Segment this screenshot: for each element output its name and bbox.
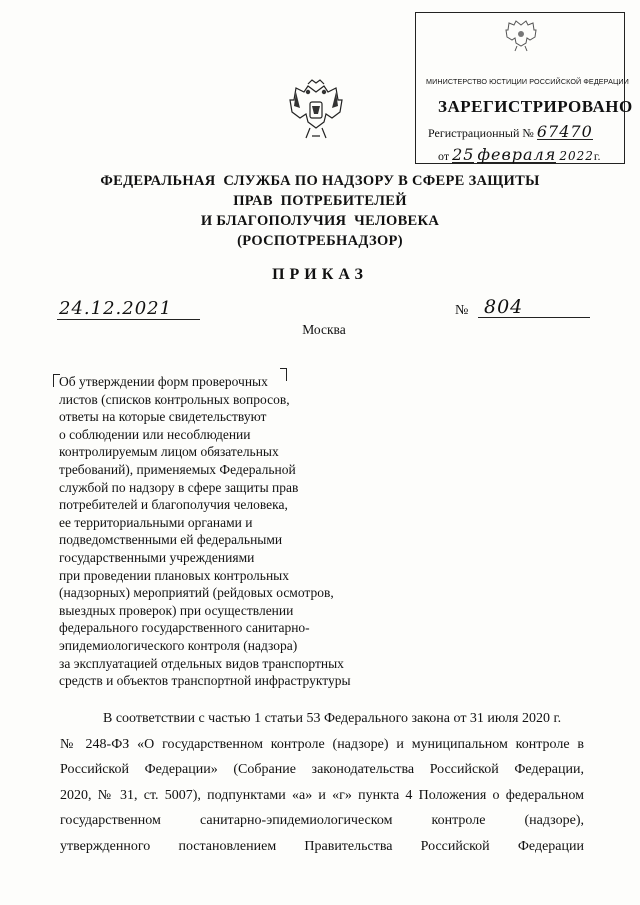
subject-line: листов (списков контрольных вопросов, <box>59 391 290 407</box>
subject-line: федерального государственного санитарно- <box>59 620 310 636</box>
stamp-date-day: 25 <box>452 145 475 164</box>
subject-line: о соблюдении или несоблюдении <box>59 426 251 442</box>
subject-line: при проведении плановых контрольных <box>59 567 289 583</box>
order-body <box>60 706 584 859</box>
subject-line: государственными учреждениями <box>59 549 255 565</box>
order-date: 24.12.2021 <box>57 298 200 320</box>
body-line: В соответствии с частью 1 статьи 53 Федерального закона от 31 июля 2020 г. <box>103 711 562 726</box>
stamp-date-suffix: г. <box>593 149 601 163</box>
stamp-date-row <box>438 145 601 164</box>
subject-line: ответы на которые свидетельствуют <box>59 409 267 425</box>
subject-line: контролируемым лицом обязательных <box>59 444 279 460</box>
subject-line: за эксплуатацией отдельных видов транспортных <box>59 655 344 671</box>
stamp-reg-label: Регистрационный № <box>428 126 534 140</box>
agency-line-4: (РОСПОТРЕБНАДЗОР) <box>237 233 403 249</box>
stamp-date-prefix: от <box>438 149 450 163</box>
order-subject <box>59 373 379 690</box>
stamp-emblem-icon <box>504 17 538 53</box>
agency-heading <box>60 171 580 251</box>
stamp-date-year: 2022 <box>559 149 594 163</box>
order-title: ПРИКАЗ <box>272 266 368 283</box>
stamp-ministry: МИНИСТЕРСТВО ЮСТИЦИИ РОССИЙСКОЙ ФЕДЕРАЦИИ <box>426 77 629 86</box>
subject-line: подведомственными ей федеральными <box>59 532 283 548</box>
subject-line: выездных проверок) при осуществлении <box>59 602 294 618</box>
subject-line: ее территориальными органами и <box>59 514 253 530</box>
stamp-reg-number: 67470 <box>536 122 593 141</box>
subject-line: Об утверждении форм проверочных <box>59 374 268 389</box>
agency-line-2: ПРАВ ПОТРЕБИТЕЛЕЙ <box>233 193 407 209</box>
body-line: Российской Федерации» (Собрание законодательства Российской Федерации, <box>60 762 584 777</box>
body-line: государственном санитарно-эпидемиологическом контроле (надзоре), <box>60 813 584 828</box>
stamp-date-month: февраля <box>477 145 557 164</box>
agency-line-1: ФЕДЕРАЛЬНАЯ СЛУЖБА ПО НАДЗОРУ В СФЕРЕ ЗАЩИТЫ <box>100 173 540 189</box>
subject-line: службой по надзору в сфере защиты прав <box>59 479 299 495</box>
body-line: № 248-ФЗ «О государственном контроле (надзоре) и муниципальном контроле в <box>60 736 584 752</box>
registration-stamp <box>415 12 633 164</box>
coat-of-arms-icon <box>286 78 346 146</box>
agency-line-3: И БЛАГОПОЛУЧИЯ ЧЕЛОВЕКА <box>200 213 440 229</box>
order-number: 804 <box>478 296 590 318</box>
stamp-registration-number-row <box>428 122 593 141</box>
stamp-registered-label: ЗАРЕГИСТРИРОВАНО <box>438 97 633 116</box>
subject-line: средств и объектов транспортной инфраструктуры <box>59 673 351 689</box>
body-line: утвержденного постановлением Правительства Российской Федерации <box>60 838 584 854</box>
subject-line: (надзорных) мероприятий (рейдовых осмотров, <box>59 585 334 601</box>
subject-line: эпидемиологического контроля (надзора) <box>59 637 298 653</box>
subject-line: потребителей и благополучия человека, <box>59 497 288 513</box>
subject-line: требований), применяемых Федеральной <box>59 461 296 477</box>
body-line: 2020, № 31, ст. 5007), подпунктами «а» и «г» пункта 4 Положения о федеральном <box>60 787 584 803</box>
order-city: Москва <box>302 322 346 337</box>
order-number-label: № <box>455 303 469 318</box>
